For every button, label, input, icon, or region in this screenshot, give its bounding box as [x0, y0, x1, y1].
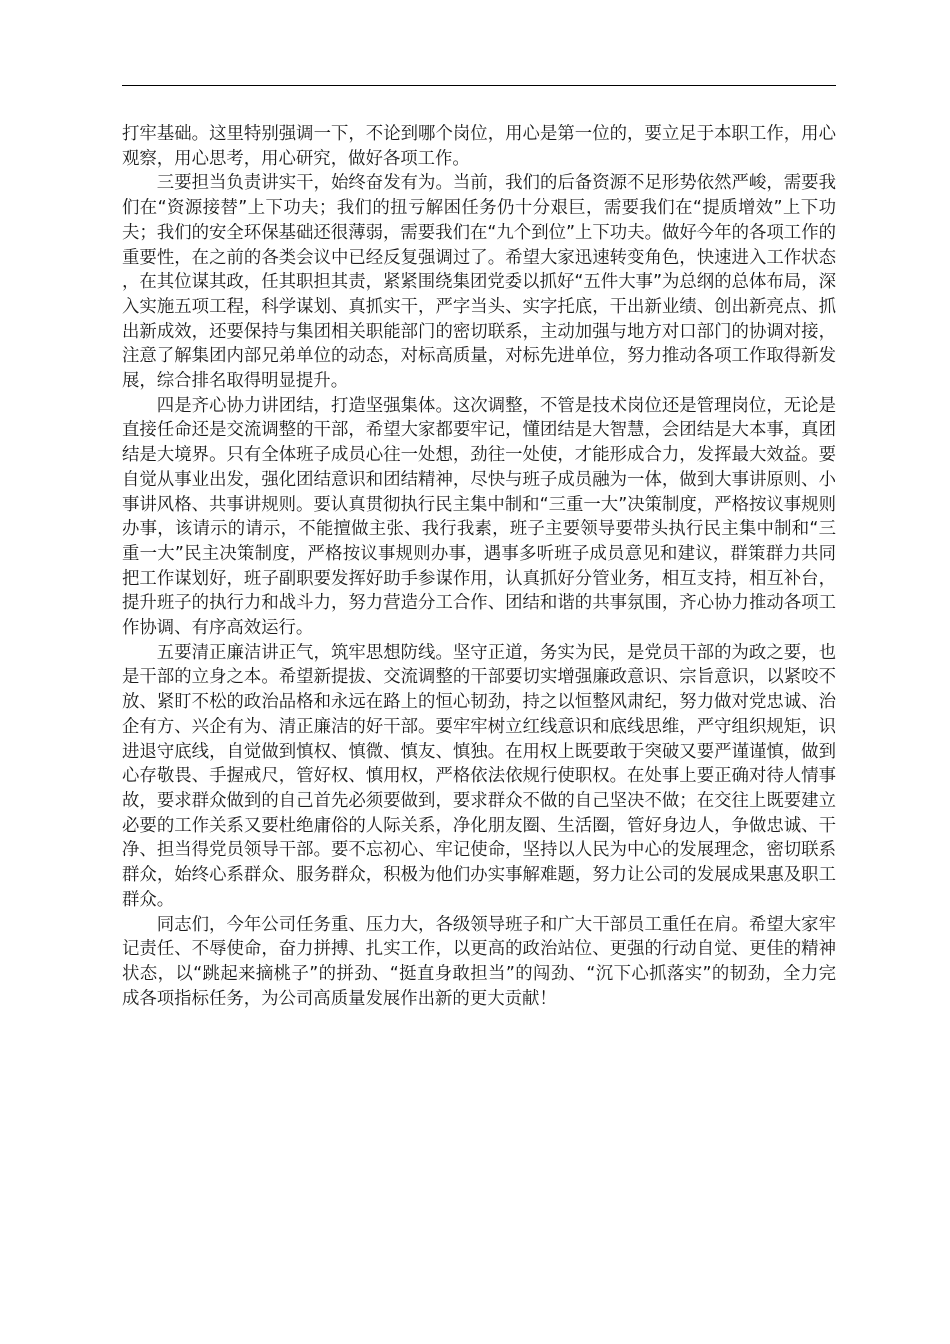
header-rule	[122, 85, 836, 86]
paragraph-point-four: 四是齐心协力讲团结，打造坚强集体。这次调整，不管是技术岗位还是管理岗位，无论是直接任命还是交流调整的干部，希望大家都要牢记，懂团结是大智慧，会团结是大本事，真团结是大境界。只有全体班子成员心往一处想，劲往一处使，才能形成合力，发挥最大效益。要自觉从事业出发，强化团结意识和团结精神，尽快与班子成员融为一体，做到大事讲原则、小事讲风格、共事讲规则。要认真贯彻执行民主集中制和“三重一大”决策制度，严格按议事规则办事，该请示的请示，不能擅做主张、我行我素，班子主要领导要带头执行民主集中制和“三重一大”民主决策制度，严格按议事规则办事，遇事多听班子成员意见和建议，群策群力共同把工作谋划好，班子副职要发挥好助手参谋作用，认真抓好分管业务，相互支持，相互补台，提升班子的执行力和战斗力，努力营造分工合作、团结和谐的共事氛围，齐心协力推动各项工作协调、有序高效运行。	[122, 395, 836, 639]
paragraph-continuation: 打牢基础。这里特别强调一下，不论到哪个岗位，用心是第一位的，要立足于本职工作，用心观察，用心思考，用心研究，做好各项工作。	[122, 124, 836, 169]
paragraph-closing: 同志们，今年公司任务重、压力大，各级领导班子和广大干部员工重任在肩。希望大家牢记责任、不辱使命，奋力拼搏、扎实工作，以更高的政治站位、更强的行动自觉、更佳的精神状态，以“跳起来摘桃子”的拼劲、“挺直身敢担当”的闯劲、“沉下心抓落实”的韧劲，全力完成各项指标任务，为公司高质量发展作出新的更大贡献！	[122, 914, 836, 1009]
document-body	[122, 122, 836, 1011]
paragraph-point-three: 三要担当负责讲实干，始终奋发有为。当前，我们的后备资源不足形势依然严峻，需要我们在“资源接替”上下功夫；我们的扭亏解困任务仍十分艰巨，需要我们在“提质增效”上下功夫；我们的安全环保基础还很薄弱，需要我们在“九个到位”上下功夫。做好今年的各项工作的重要性，在之前的各类会议中已经反复强调过了。希望大家迅速转变角色，快速进入工作状态，在其位谋其政，任其职担其责，紧紧围绕集团党委以抓好“五件大事”为总纲的总体布局，深入实施五项工程，科学谋划、真抓实干，严字当头、实字托底，干出新业绩、创出新亮点、抓出新成效，还要保持与集团相关职能部门的密切联系，主动加强与地方对口部门的协调对接，注意了解集团内部兄弟单位的动态，对标高质量，对标先进单位，努力推动各项工作取得新发展，综合排名取得明显提升。	[122, 173, 836, 392]
paragraph-point-five: 五要清正廉洁讲正气，筑牢思想防线。坚守正道，务实为民，是党员干部的为政之要，也是干部的立身之本。希望新提拔、交流调整的干部要切实增强廉政意识、宗旨意识，以紧咬不放、紧盯不松的政治品格和永远在路上的恒心韧劲，持之以恒整风肃纪，努力做对党忠诚、治企有方、兴企有为、清正廉洁的好干部。要牢牢树立红线意识和底线思维，严守组织规矩，识进退守底线，自觉做到慎权、慎微、慎友、慎独。在用权上既要敢于突破又要严谨谨慎，做到心存敬畏、手握戒尺，管好权、慎用权，严格依法依规行使职权。在处事上要正确对待人情事故，要求群众做到的自己首先必须要做到，要求群众不做的自己坚决不做；在交往上既要建立必要的工作关系又要杜绝庸俗的人际关系，净化朋友圈、生活圈，管好身边人，争做忠诚、干净、担当得党员领导干部。要不忘初心、牢记使命，坚持以人民为中心的发展理念，密切联系群众，始终心系群众、服务群众，积极为他们办实事解难题，努力让公司的发展成果惠及职工群众。	[122, 642, 836, 910]
